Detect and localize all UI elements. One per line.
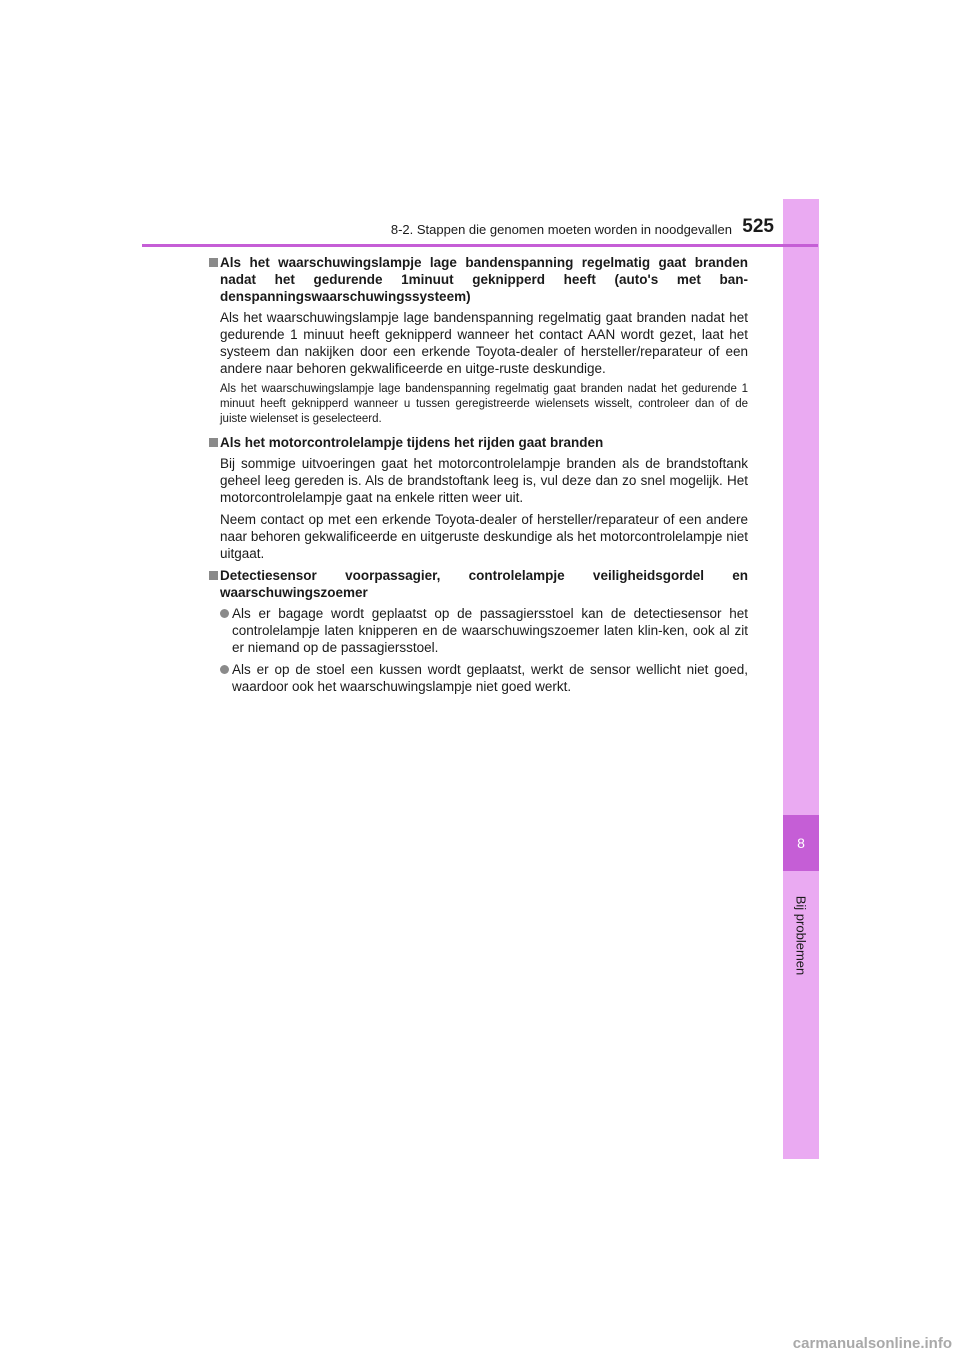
header-divider: [142, 244, 818, 247]
square-bullet-icon: [209, 258, 218, 267]
section-title: 8-2. Stappen die genomen moeten worden in noodgevallen: [390, 222, 732, 237]
list-item: [220, 605, 748, 656]
page-number: 525: [742, 216, 774, 237]
square-bullet-icon: [209, 571, 218, 580]
paragraph: Bij sommige uitvoeringen gaat het motorcontrolelampje branden als de brandstoftank geheel leeg gereden is. Als de brandstoftank leeg is, vul deze dan zo snel mogelijk. Het motorcontrolelampje gaat na enkele ritten weer uit.: [220, 456, 748, 505]
circle-bullet-icon: [220, 609, 229, 618]
circle-bullet-icon: [220, 665, 229, 674]
section-tire-pressure: [210, 254, 748, 427]
paragraph: Als het waarschuwingslampje lage bandenspanning regelmatig gaat branden nadat het gedurende 1 minuut heeft geknipperd wanneer het contact AAN wordt gezet, laat het systeem dan nakijken door een erkende Toyota-dealer of hersteller/reparateur of een andere naar behoren gekwalificeerde en uitge-ruste deskundige.: [220, 310, 748, 376]
page-header: [142, 212, 818, 244]
square-bullet-icon: [209, 438, 218, 447]
list-item: [220, 661, 748, 695]
section-heading: Als het waarschuwingslampje lage bandenspanning regelmatig gaat branden nadat het gedurende 1minuut geknipperd heeft (auto's met ban-denspanningswaarschuwingssysteem): [220, 255, 748, 304]
section-heading: Als het motorcontrolelampje tijdens het rijden gaat branden: [220, 435, 604, 450]
list-item-text: Als er bagage wordt geplaatst op de passagiersstoel kan de detectiesensor het controlelampje laten knipperen en de waarschuwingszoemer laten klin-ken, ook al zit er niemand op de passagiersstoel.: [232, 606, 748, 655]
chapter-side-tab: [783, 199, 819, 1159]
section-passenger-sensor: [210, 567, 748, 695]
section-heading: Detectiesensor voorpassagier, controlelampje veiligheidsgordel en waarschuwingszoemer: [220, 568, 748, 600]
section-engine-light: [210, 434, 748, 562]
page-content: [210, 254, 748, 700]
site-watermark[interactable]: carmanualsonline.info: [792, 1335, 952, 1352]
chapter-title-vertical: [783, 880, 819, 990]
chapter-title-text: Bij problemen: [793, 895, 809, 975]
chapter-number-badge: 8: [783, 815, 819, 871]
small-note: Als het waarschuwingslampje lage bandenspanning regelmatig gaat branden nadat het gedurende 1 minuut heeft geknipperd wanneer u tussen geregistreerde wielensets wisselt, controleer dan of de juiste wielenset is geselecteerd.: [220, 383, 748, 425]
list-item-text: Als er op de stoel een kussen wordt geplaatst, werkt de sensor wellicht niet goed, waardoor ook het waarschuwingslampje niet goed werkt.: [232, 662, 748, 694]
paragraph: Neem contact op met een erkende Toyota-dealer of hersteller/reparateur of een andere naar behoren gekwalificeerde en uitgeruste deskundige als het motorcontrolelampje niet uitgaat.: [220, 512, 748, 561]
